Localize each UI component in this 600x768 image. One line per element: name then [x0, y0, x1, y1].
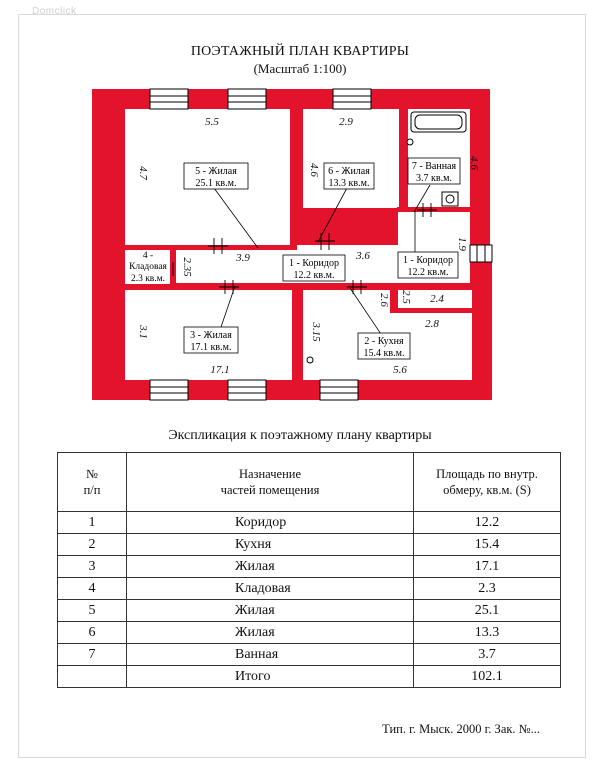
header-purpose	[127, 453, 414, 512]
room-label-3	[184, 327, 238, 353]
table-row	[58, 578, 561, 600]
room-6-area: 13.3 кв.м.	[328, 178, 370, 189]
dim-4-7: 4.7	[137, 166, 149, 180]
table-row	[58, 644, 561, 666]
room-2-name: 2 - Кухня	[364, 336, 404, 347]
room-4-area: 2.3 кв.м.	[130, 274, 166, 284]
explication-table	[57, 452, 561, 688]
row-name: Жилая	[127, 600, 414, 622]
corridor-2-name: 1 - Коридор	[403, 255, 453, 266]
dim-3-6: 3.6	[356, 250, 370, 262]
row-name: Ванная	[127, 644, 414, 666]
total-area: 102.1	[414, 666, 561, 688]
table-row	[58, 556, 561, 578]
window-bottom-2	[228, 380, 266, 400]
table-row	[58, 600, 561, 622]
row-name: Жилая	[127, 556, 414, 578]
corridor-2-area: 12.2 кв.м.	[407, 267, 449, 278]
row-number: 2	[58, 534, 127, 556]
table-row	[58, 512, 561, 534]
dim-4-6b: 4.6	[468, 156, 480, 170]
row-name: Кухня	[127, 534, 414, 556]
row-name: Жилая	[127, 622, 414, 644]
header-area	[414, 453, 561, 512]
row-name: Кладовая	[127, 578, 414, 600]
header-number	[58, 453, 127, 512]
row-name: Коридор	[127, 512, 414, 534]
room-3-name: 3 - Жилая	[190, 330, 232, 341]
corridor-1-name: 1 - Коридор	[289, 258, 339, 269]
row-area: 25.1	[414, 600, 561, 622]
dim-2-4: 2.4	[430, 293, 444, 305]
room-5-area: 25.1 кв.м.	[195, 178, 237, 189]
table-header-row	[58, 453, 561, 512]
plan-scale: (Масштаб 1:100)	[253, 61, 347, 76]
room-4-name: 4 -	[142, 251, 154, 261]
plan-title: ПОЭТАЖНЫЙ ПЛАН КВАРТИРЫ	[190, 44, 410, 59]
room-label-7	[408, 158, 460, 184]
header-purpose-line1: Назначение	[238, 467, 301, 481]
dim-2-6: 2.6	[378, 293, 390, 307]
total-number	[58, 666, 127, 688]
room-label-corridor-2	[398, 252, 458, 278]
dim-3-9: 3.9	[236, 252, 250, 264]
row-area: 12.2	[414, 512, 561, 534]
room-label-corridor-1	[283, 255, 345, 281]
dim-4-6a: 4.6	[308, 163, 320, 177]
row-number: 6	[58, 622, 127, 644]
header-number-line1: №	[86, 467, 98, 481]
watermark: Domclick	[32, 6, 77, 17]
window-top-3	[333, 89, 371, 109]
row-number: 3	[58, 556, 127, 578]
window-top-1	[150, 89, 188, 109]
washbasin-icon	[407, 139, 413, 145]
room-6-name: 6 - Жилая	[328, 166, 370, 177]
header-purpose-line2: частей помещения	[220, 483, 320, 497]
bathtub-icon	[411, 112, 466, 132]
sink-icon	[442, 192, 458, 206]
row-area: 17.1	[414, 556, 561, 578]
total-label: Итого	[127, 666, 414, 688]
dim-2-9: 2.9	[339, 116, 353, 128]
room-7-area: 3.7 кв.м.	[416, 173, 452, 184]
header-number-line2: п/п	[83, 483, 101, 497]
dim-3-1: 3.1	[137, 325, 149, 339]
entrance-door	[470, 245, 492, 262]
window-bottom-1	[150, 380, 188, 400]
room-3-area: 17.1 кв.м.	[190, 342, 232, 353]
window-bottom-3	[320, 380, 358, 400]
row-number: 5	[58, 600, 127, 622]
table-row	[58, 534, 561, 556]
room-4-name2: Кладовая	[129, 262, 167, 272]
corridor-1-area: 12.2 кв.м.	[293, 270, 335, 281]
dim-3-15: 3.15	[310, 322, 322, 342]
header-area-line1: Площадь по внутр.	[436, 467, 538, 481]
header-area-line2: обмеру, кв.м. (S)	[443, 483, 531, 497]
room-label-5	[184, 163, 248, 189]
room-2-area: 15.4 кв.м.	[363, 348, 405, 359]
dim-5-5: 5.5	[205, 116, 219, 128]
row-number: 7	[58, 644, 127, 666]
table-total-row	[58, 666, 561, 688]
window-top-2	[228, 89, 266, 109]
dim-2-35: 2.35	[181, 257, 193, 277]
dim-5-6: 5.6	[393, 364, 407, 376]
stove-icon	[307, 357, 313, 363]
print-footer: Тип. г. Мыск. 2000 г. Зак. №...	[382, 722, 540, 736]
room-label-2	[358, 333, 410, 359]
row-number: 4	[58, 578, 127, 600]
room-5-name: 5 - Жилая	[195, 166, 237, 177]
table-row	[58, 622, 561, 644]
explication-title: Экспликация к поэтажному плану квартиры	[168, 428, 432, 443]
row-area: 2.3	[414, 578, 561, 600]
row-number: 1	[58, 512, 127, 534]
room-7-name: 7 - Ванная	[411, 161, 457, 172]
dim-17-1: 17.1	[210, 364, 230, 376]
dim-2-5: 2.5	[400, 290, 412, 304]
row-area: 13.3	[414, 622, 561, 644]
row-area: 3.7	[414, 644, 561, 666]
room-label-6	[324, 163, 374, 189]
dim-2-8: 2.8	[425, 318, 439, 330]
row-area: 15.4	[414, 534, 561, 556]
dim-1-9: 1.9	[456, 237, 468, 251]
